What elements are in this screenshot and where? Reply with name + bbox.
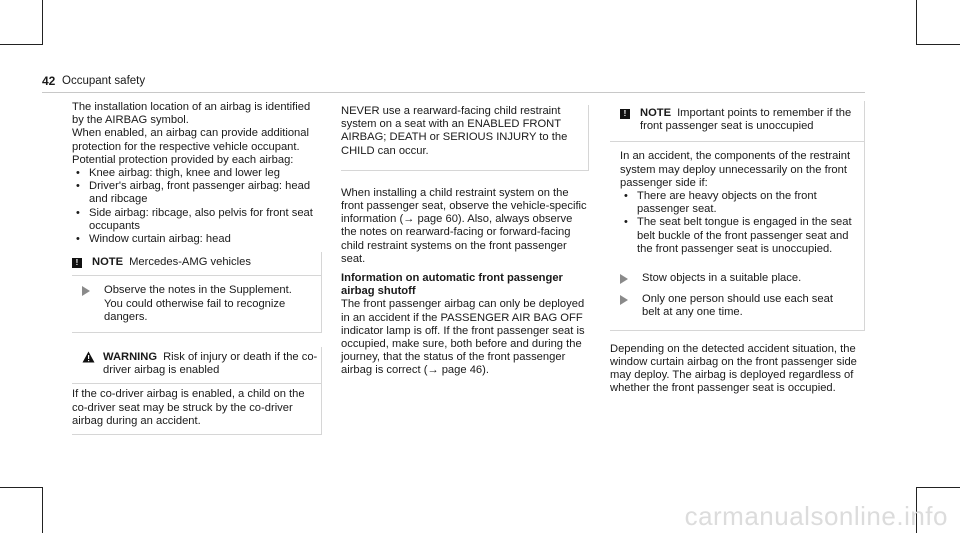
instruction-step (72, 275, 321, 324)
warning-triangle-icon (82, 351, 95, 363)
step-arrow-icon (620, 295, 628, 305)
warning-header (72, 351, 321, 384)
warning-text: If the co-driver airbag is enabled, a child on the co-driver seat may be struck by the co-driver airbag during an accident. (72, 388, 305, 427)
warning-subtitle: Risk of injury or death if the co-driver airbag is enabled (103, 351, 318, 377)
note-body (610, 142, 864, 319)
paragraph: In an accident, the components of the restraint system may deploy unnecessarily on the front passenger side if: (620, 150, 851, 189)
note-text: Mercedes-AMG vehicles (129, 256, 251, 269)
paragraph: Potential protection provided by each airbag: (72, 153, 294, 166)
notice-icon: ! (72, 258, 82, 268)
column-2 (341, 101, 589, 378)
note-title: NOTE (92, 256, 124, 269)
column-1 (72, 101, 322, 435)
step-text: Only one person should use each seat belt at any one time. (642, 293, 833, 319)
crop-mark (916, 44, 960, 45)
note-title: NOTE (640, 107, 672, 119)
warning-heading (103, 351, 321, 377)
instruction-step (620, 293, 854, 319)
step-arrow-icon (82, 286, 90, 296)
list-item: • Window curtain airbag: head (72, 233, 322, 246)
paragraph: When enabled, an airbag can provide additional protection for the respective vehicle occupant. (72, 127, 309, 153)
step-arrow-icon (620, 274, 628, 284)
list-item: • Knee airbag: thigh, knee and lower leg (72, 167, 322, 180)
crop-mark (916, 0, 917, 45)
section-heading: Information on automatic front passenger airbag shutoff (341, 272, 563, 298)
list-item: • Side airbag: ribcage, also pelvis for front seat occupants (72, 207, 322, 233)
bullet-list (620, 190, 854, 256)
note-header (72, 256, 321, 269)
paragraph: When installing a child restraint system on the front passenger seat, observe the vehicle-specific information (→ page 60). Also, always observe the notes on rearward-facing or forward-facing child restraint systems on the front passenger seat. (341, 186, 587, 265)
note-heading (640, 107, 864, 133)
note-text: Important points to remember if the front passenger seat is unoccupied (640, 107, 852, 133)
crop-mark (0, 487, 43, 488)
warning-text: NEVER use a rearward-facing child restraint system on a seat with an ENABLED FRONT AIRBAG; DEATH or SERIOUS INJURY to the CHILD can occur. (341, 105, 568, 157)
paragraph: Depending on the detected accident situation, the window curtain airbag on the front passenger side may deploy. The airbag is deployed regardless of whether the front passenger seat is occupied. (610, 342, 857, 395)
instruction-step (620, 272, 854, 285)
step-text: Stow objects in a suitable place. (642, 272, 802, 285)
warning-title: WARNING (103, 351, 158, 364)
watermark: carmanualsonline.info (684, 500, 948, 531)
notice-icon: ! (620, 109, 630, 119)
step-text: Observe the notes in the Supplement. You could otherwise fail to recognize dangers. (104, 284, 292, 323)
list-item: • The seat belt tongue is engaged in the seat belt buckle of the front passenger seat and the front passenger seat is unoccupied. (620, 216, 854, 256)
page-number: 42 (42, 74, 56, 88)
note-box (610, 101, 865, 331)
paragraph: The front passenger airbag can only be deployed in an accident if the PASSENGER AIR BAG OFF indicator lamp is off. If the front passenger seat is occupied, make sure, both before and during the journey, that the status of the front passenger airbag is correct (→ page 46). (341, 298, 585, 377)
crop-mark (0, 44, 43, 45)
section-title: Occupant safety (62, 75, 146, 87)
paragraph: The installation location of an airbag is identified by the AIRBAG symbol. (72, 101, 311, 127)
bullet-list (72, 167, 322, 246)
page-header (42, 72, 865, 93)
crop-mark (42, 487, 43, 533)
list-item: • There are heavy objects on the front passenger seat. (620, 190, 854, 216)
crop-mark (916, 487, 960, 488)
note-box (72, 252, 322, 333)
column-3 (610, 101, 865, 395)
warning-continuation-box (341, 105, 589, 171)
crop-mark (42, 0, 43, 45)
list-item: • Driver's airbag, front passenger airbag: head and ribcage (72, 180, 322, 206)
warning-box (72, 347, 322, 435)
note-header (610, 107, 864, 142)
